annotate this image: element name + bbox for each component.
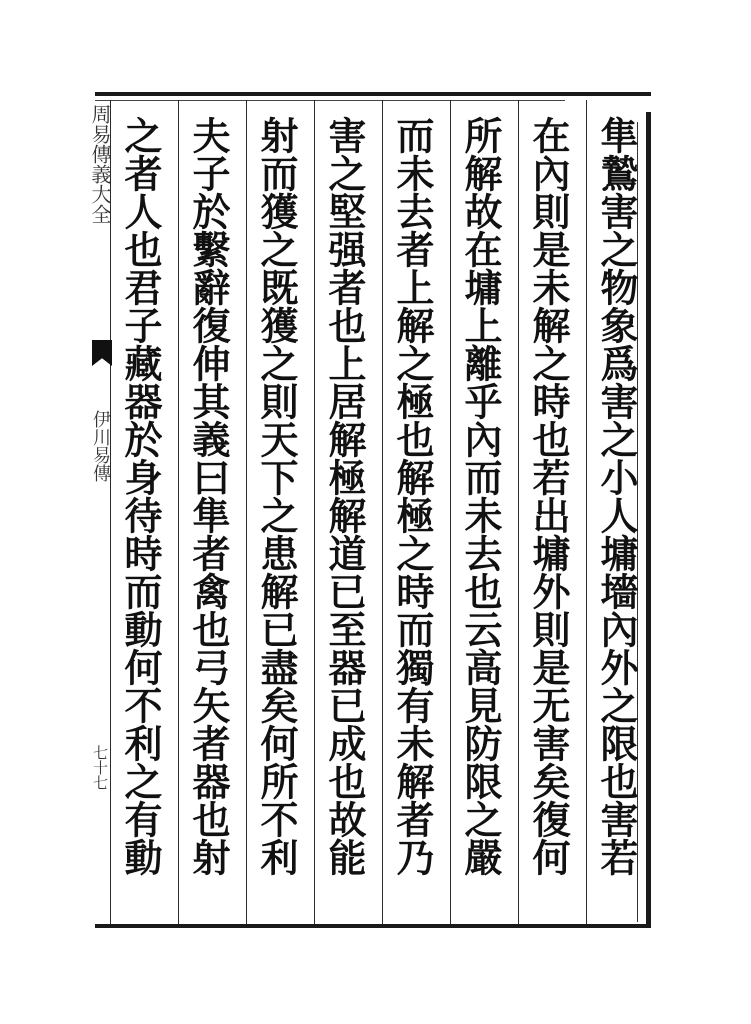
gutter-section-name: 伊川易傳: [90, 410, 111, 482]
top-inner-border: [95, 100, 565, 101]
column-rule: [518, 100, 519, 924]
column-rule: [586, 100, 587, 924]
text-column-1: 隼鷙害之物象爲害之小人墉墻內外之限也害若: [594, 116, 639, 876]
column-rule: [314, 100, 315, 924]
column-rule: [178, 100, 179, 924]
text-column-6: 射而獲之既獲之則天下之患解已盡矣何所不利: [254, 116, 299, 876]
column-rule: [450, 100, 451, 924]
column-rule: [246, 100, 247, 924]
text-column-7: 夫子於繫辭復伸其義曰隼者禽也弓矢者器也射: [186, 116, 231, 876]
column-rule: [382, 100, 383, 924]
top-border: [95, 92, 651, 96]
text-column-4: 而未去者上解之極也解極之時而獨有未解者乃: [390, 116, 435, 876]
right-border: [646, 112, 651, 928]
text-column-3: 所解故在墉上離乎內而未去也云高見防限之嚴: [458, 116, 503, 876]
text-column-8: 之者人也君子藏器於身待時而動何不利之有動: [118, 116, 163, 876]
text-column-5: 害之堅强者也上居解極解道已至器已成也故能: [322, 116, 367, 876]
text-column-2: 在內則是未解之時也若出墉外則是无害矣復何: [526, 116, 571, 876]
page-number: 七十七: [91, 745, 109, 790]
bottom-border: [95, 924, 651, 928]
gutter-book-title: 周易傳義大全: [88, 104, 112, 224]
